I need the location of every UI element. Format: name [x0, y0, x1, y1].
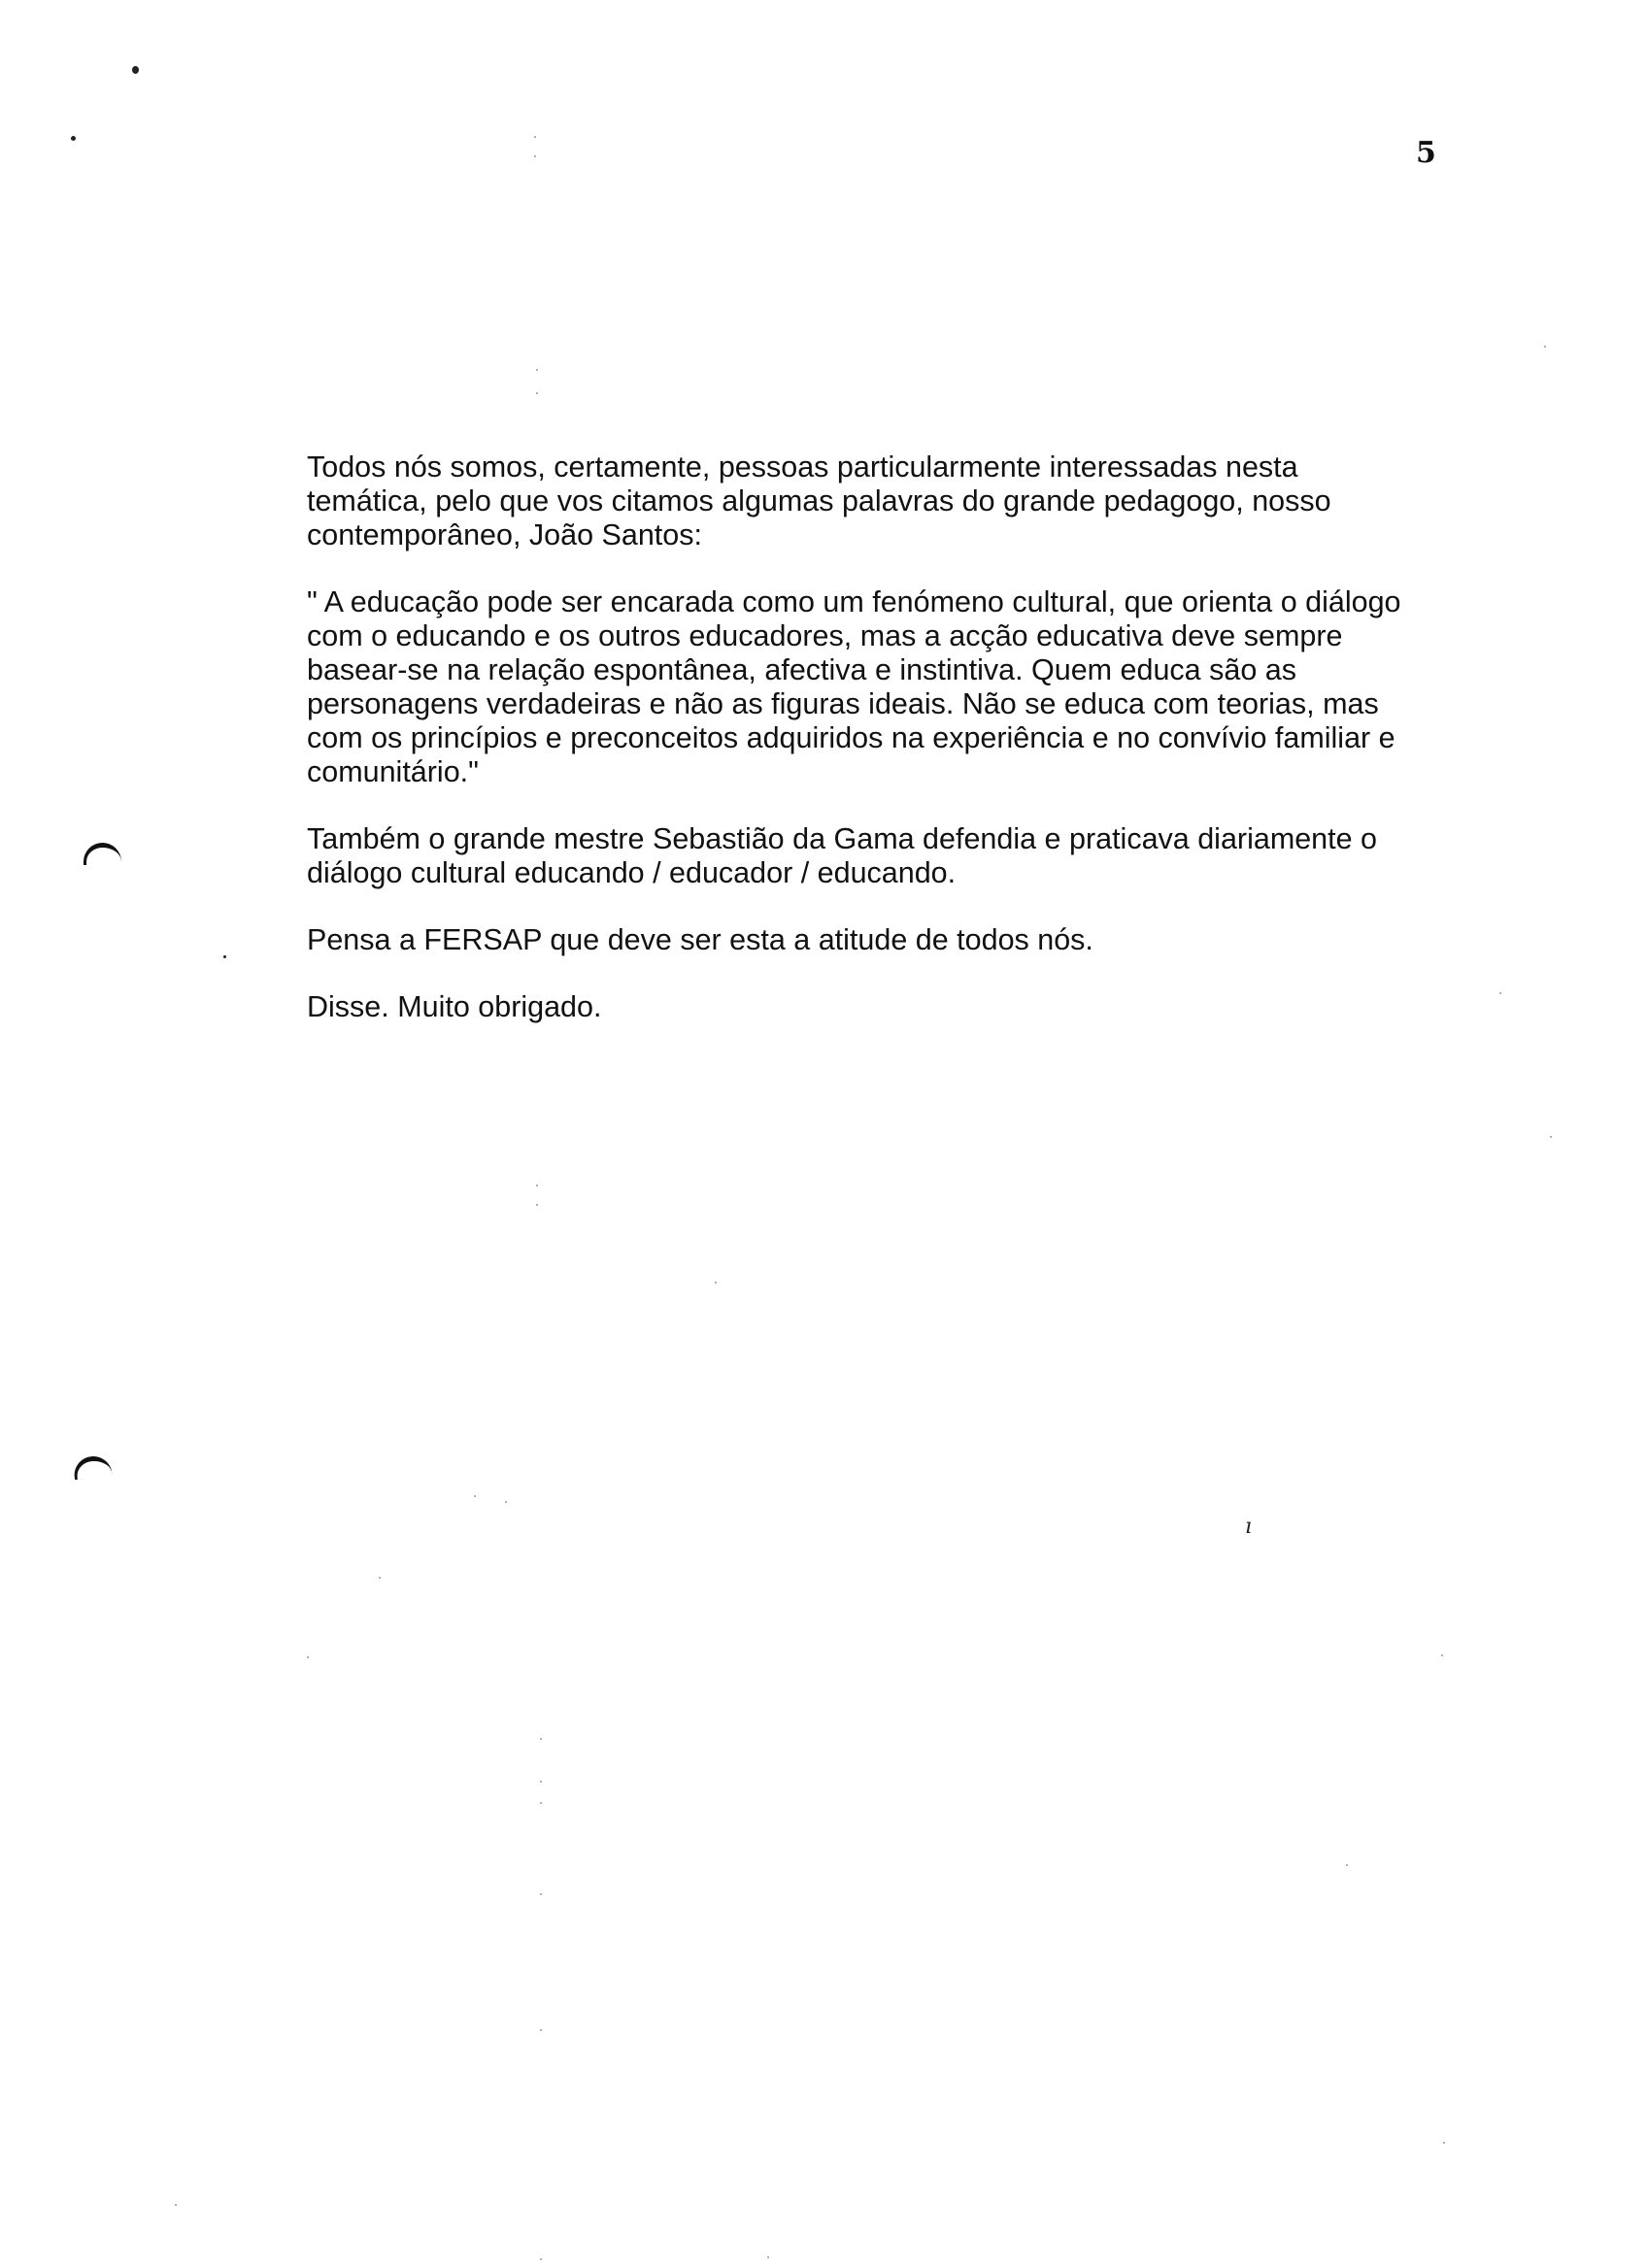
paragraph-intro: Todos nós somos, certamente, pessoas particularmente interessadas nesta temática, pelo que vos citamos algumas palavras do grande pedagogo, nosso contemporâneo, João Santos: — [307, 450, 1331, 551]
scan-speck — [132, 66, 139, 74]
scan-speck — [505, 1501, 507, 1503]
scan-speck — [1550, 1136, 1552, 1138]
paragraph-sebastiao-da-gama: Também o grande mestre Sebastião da Gama defendia e praticava diariamente o diálogo cultural educando / educador / educando. — [307, 822, 1378, 889]
scan-speck — [536, 1204, 538, 1206]
scan-speck — [536, 1184, 538, 1186]
scan-speck — [1443, 2142, 1445, 2144]
body-text — [307, 450, 1453, 1024]
scan-speck — [540, 1802, 542, 1804]
scan-speck — [379, 1577, 381, 1579]
scan-speck — [540, 2258, 542, 2260]
scan-speck — [1441, 1654, 1443, 1656]
scan-speck — [223, 955, 226, 958]
scan-speck — [540, 1893, 542, 1895]
scan-speck — [536, 369, 538, 371]
scan-speck — [307, 1656, 309, 1658]
paragraph-quote: " A educação pode ser encarada como um fenómeno cultural, que orienta o diálogo com o educando e os outros educadores, mas a acção educativa deve sempre basear-se na relação espontânea, afectiva e instintiva. Quem educa são as personagens verdadeiras e não as figuras ideais. Não se educa com teorias, mas com os princípios e preconceitos adquiridos na experiência e no convívio familiar e comunitário." — [307, 585, 1401, 788]
scan-speck — [1544, 346, 1546, 348]
scan-mark: ı — [1245, 1515, 1253, 1539]
scan-mark — [73, 1455, 113, 1481]
scan-speck — [474, 1495, 476, 1497]
scan-speck — [534, 155, 536, 157]
scan-mark — [84, 843, 121, 865]
paragraph-fersap: Pensa a FERSAP que deve ser esta a atitude de todos nós. — [307, 923, 1093, 956]
scan-speck — [715, 1282, 717, 1284]
scan-speck — [540, 1738, 542, 1740]
scan-speck — [1499, 992, 1501, 994]
scan-speck — [175, 2204, 177, 2206]
scan-speck — [1346, 1864, 1348, 1866]
scan-speck — [71, 136, 76, 141]
scan-speck — [767, 2256, 769, 2258]
page-number: 5 — [1416, 136, 1436, 170]
paragraph-closing: Disse. Muito obrigado. — [307, 990, 602, 1023]
scan-speck — [536, 392, 538, 394]
scan-speck — [540, 1781, 542, 1783]
scan-speck — [534, 136, 536, 138]
scan-speck — [540, 2029, 542, 2031]
